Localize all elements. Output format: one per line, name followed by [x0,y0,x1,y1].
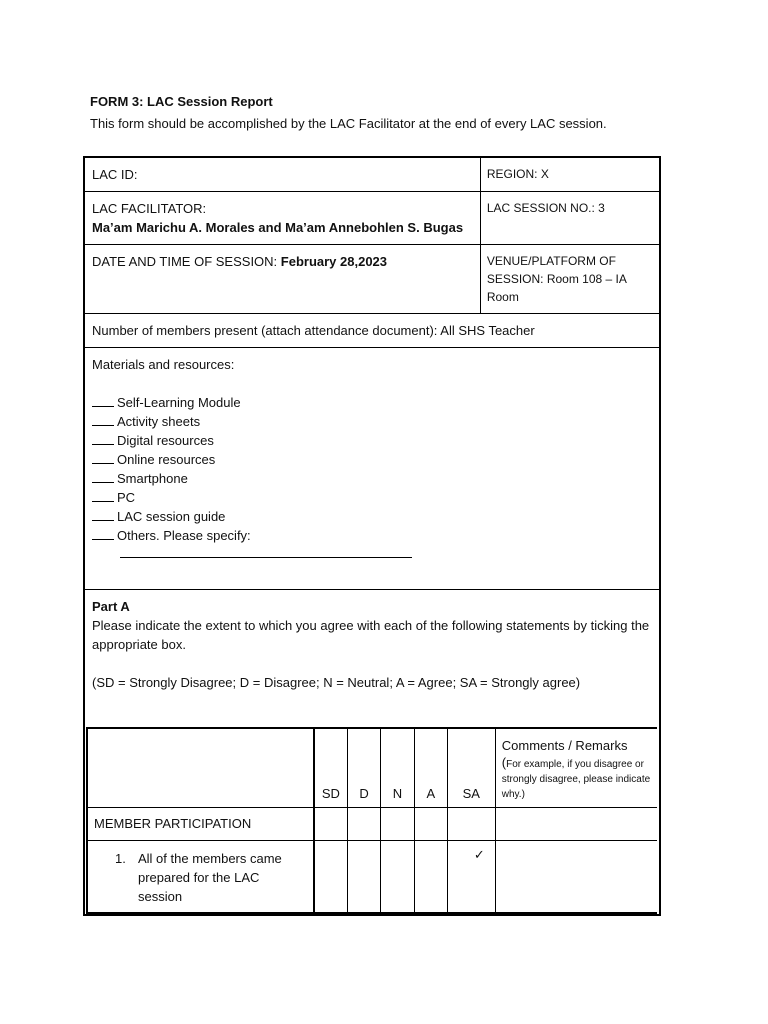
materials-item[interactable]: Self-Learning Module [92,393,652,412]
comments-header [495,728,657,808]
checkbox-blank[interactable] [92,451,114,464]
section-label-member-participation: MEMBER PARTICIPATION [87,808,314,841]
region-cell[interactable] [480,157,660,192]
part-a-instruction: Please indicate the extent to which you agree with each of the following statements by ticking the appropriate box. [92,618,650,652]
checkbox-blank[interactable] [92,470,114,483]
header-blank-cell [87,728,314,808]
materials-item[interactable]: Smartphone [92,469,652,488]
lac-id-cell[interactable] [84,157,480,192]
part-a-heading: Part A [92,599,130,614]
date-value: February 28,2023 [280,254,388,269]
rating-cell[interactable] [381,808,415,841]
rating-cell-a[interactable] [414,841,447,914]
materials-item[interactable]: Others. Please specify: [92,526,652,545]
checkbox-blank[interactable] [92,413,114,426]
comments-note: (For example, if you disagree or strongly disagree, please indicate why.) [501,755,651,800]
venue-label: VENUE/PLATFORM OF SESSION: Room 108 – IA Room [486,254,627,304]
statement-number: 1. [115,851,126,866]
column-header-sa: SA [447,728,495,808]
facilitator-label: LAC FACILITATOR: [92,201,207,216]
region-label: REGION: X [486,167,549,181]
venue-cell[interactable] [480,245,660,314]
materials-item[interactable]: LAC session guide [92,507,652,526]
checkbox-blank[interactable] [92,489,114,502]
form-subtitle: This form should be accomplished by the LAC Facilitator at the end of every LAC session. [90,116,607,131]
column-header-sd: SD [314,728,348,808]
rating-cell-sa[interactable] [447,841,495,914]
column-header-d: D [348,728,381,808]
form-title: FORM 3: LAC Session Report [90,94,273,109]
part-a-legend: (SD = Strongly Disagree; D = Disagree; N = Neutral; A = Agree; SA = Strongly agree) [92,675,581,690]
date-cell[interactable] [84,245,480,314]
rating-cell[interactable] [447,808,495,841]
session-no-label: LAC SESSION NO.: 3 [486,201,605,215]
statement-item [87,841,314,914]
facilitator-value: Ma’am Marichu A. Morales and Ma’am Annebohlen S. Bugas [92,220,464,235]
rating-cell-sd[interactable] [314,841,348,914]
materials-item[interactable]: Online resources [92,450,652,469]
rating-cell[interactable] [314,808,348,841]
others-specify-line[interactable] [120,557,412,558]
rating-table [86,727,657,914]
checkbox-blank[interactable] [92,508,114,521]
materials-item[interactable]: Digital resources [92,431,652,450]
rating-cell-n[interactable] [381,841,415,914]
materials-cell [84,348,660,590]
column-header-n: N [381,728,415,808]
part-a-cell [84,590,660,916]
members-cell[interactable] [84,314,660,348]
members-label: Number of members present (attach attendance document): All SHS Teacher [92,323,535,338]
materials-item[interactable]: Activity sheets [92,412,652,431]
lac-report-table [83,156,661,916]
comments-title: Comments / Remarks [501,738,628,753]
materials-item[interactable]: PC [92,488,652,507]
rating-cell-d[interactable] [348,841,381,914]
column-header-a: A [414,728,447,808]
materials-list [92,393,652,558]
rating-cell[interactable] [348,808,381,841]
checkbox-blank[interactable] [92,432,114,445]
comments-cell[interactable] [495,808,657,841]
rating-cell[interactable] [414,808,447,841]
checkbox-blank[interactable] [92,394,114,407]
session-no-cell[interactable] [480,192,660,245]
facilitator-cell[interactable] [84,192,480,245]
lac-id-label: LAC ID: [92,167,138,182]
check-mark-icon: ✓ [473,847,485,862]
checkbox-blank[interactable] [92,527,114,540]
comments-cell[interactable] [495,841,657,914]
date-label: DATE AND TIME OF SESSION: [92,254,281,269]
materials-heading: Materials and resources: [92,357,235,372]
statement-text: All of the members came prepared for the LAC session [138,851,282,904]
